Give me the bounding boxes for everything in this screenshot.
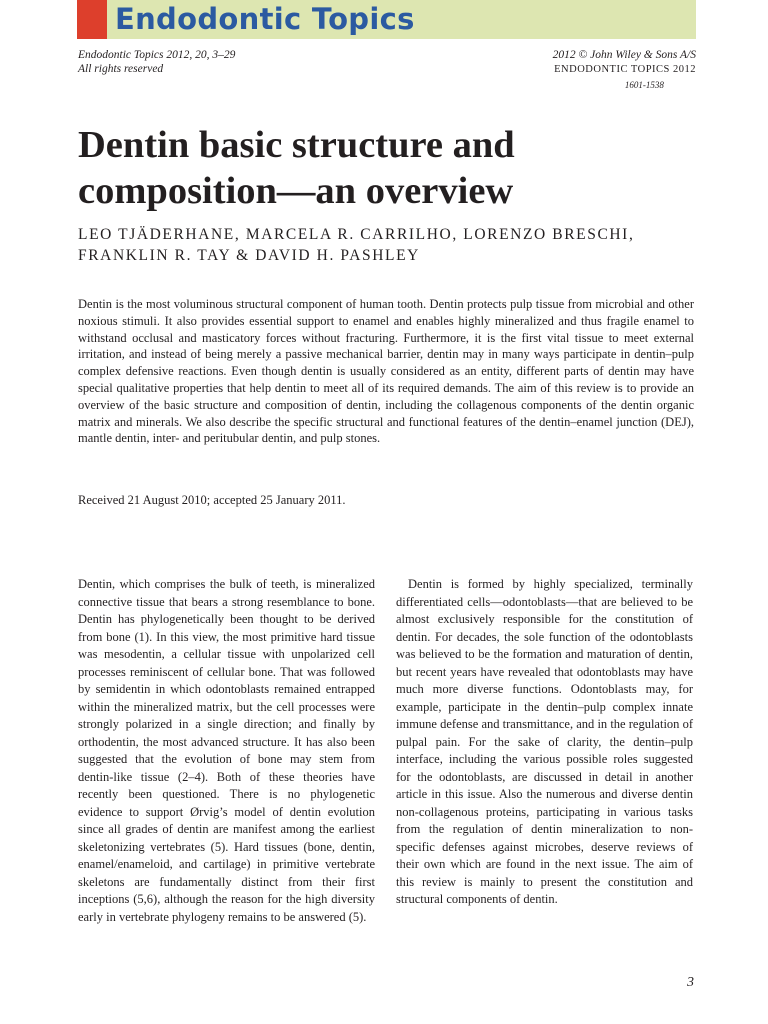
journal-banner (77, 0, 696, 39)
received-dates: Received 21 August 2010; accepted 25 January 2011. (78, 493, 346, 507)
publisher-block (553, 48, 696, 92)
body-column-right: Dentin is formed by highly specialized, terminally differentiated cells—odontoblasts—that are believed to be almost exclusively responsible for the constitution of dentin. For decades, the sole function of the odontoblasts was believed to be the formation and maturation of dentin, but recent years have revealed that odontoblasts may have much more diverse functions. Odontoblasts may, for example, participate in the dentin–pulp complex innate immune defense and transmittance, and in the regulation of pulpal pain. For the sake of clarity, the dentin–pulp interface, including the various possible roles suggested for the odontoblasts, are discussed in detail in another article in this issue. Also the numerous and diverse dentin non-collagenous proteins, participating in various tasks from the regulation of dentin mineralization to non-specific defenses against microbes, deserve reviews of their own which are found in the next issue. The aim of this review is mainly to present the constitution and structural components of dentin. (396, 577, 693, 906)
author-list (78, 224, 698, 266)
citation: Endodontic Topics 2012, 20, 3–29 (78, 49, 236, 61)
rights-notice: All rights reserved (78, 63, 164, 75)
page-number: 3 (687, 975, 694, 990)
issn: 1601-1538 (624, 80, 664, 90)
abstract: Dentin is the most voluminous structural component of human tooth. Dentin protects pulp tissue from microbial and other noxious stimuli. It also provides essential support to enamel and enables highly mineralized and thus fragile enamel to withstand occlusal and masticatory forces without fracturing. Furthermore, it is the first vital tissue to meet external irritation, and instead of being merely a passive mechanical barrier, dentin may in many ways participate in dentin–pulp complex defensive reactions. Even though dentin is usually considered as an entity, different parts of dentin may have special qualitative properties that help dentin to meet all of its required demands. The aim of this review is to provide an overview of the basic structure and composition of dentin, including the collagenous components of the dentin organic matrix and minerals. We also describe the specific structural and functional features of the dentin–enamel junction (DEJ), mantle dentin, inter- and peritubular dentin, and pulp stones. (78, 297, 694, 446)
copyright: 2012 © John Wiley & Sons A/S (552, 49, 696, 61)
authors-line-1: LEO TJÄDERHANE, MARCELA R. CARRILHO, LORENZO BRESCHI, (78, 226, 635, 243)
article-title: Dentin basic structure and composition—an overview (78, 124, 515, 212)
journal-name: Endodontic Topics (115, 2, 415, 36)
authors-line-2: FRANKLIN R. TAY & DAVID H. PASHLEY (78, 247, 420, 264)
banner-accent-block (77, 0, 107, 39)
journal-line: ENDODONTIC TOPICS 2012 (554, 64, 696, 75)
citation-block (78, 48, 235, 76)
body-column-left: Dentin, which comprises the bulk of teeth, is mineralized connective tissue that bears a strong resemblance to bone. Dentin has phylogenetically been thought to be derived from bone (1). In this view, the most primitive hard tissue was mesodentin, a cellular tissue with unpolarized cell processes reminiscent of cellular bone. That was followed by semidentin in which odontoblasts remained entrapped within the mineralized matrix, but the cell processes were strongly polarized in a single direction; and finally by orthodentin, the most advanced structure. It has also been suggested that the evolution of bone may stem from dentin-like tissue (2–4). Both of these theories have recently been questioned. There is no phylogenetic evidence to support Ørvig’s model of dentin evolution since all grades of dentin are manifest among the earliest skeletonizing vertebrates (5). Hard tissues (bone, dentin, enamel/enameloid, and cartilage) in primitive vertebrate skeletons are fundamentally distinct from their first inceptions (5,6), although the reason for the high diversity early in vertebrate phylogeny remains to be answered (5). (78, 577, 375, 924)
